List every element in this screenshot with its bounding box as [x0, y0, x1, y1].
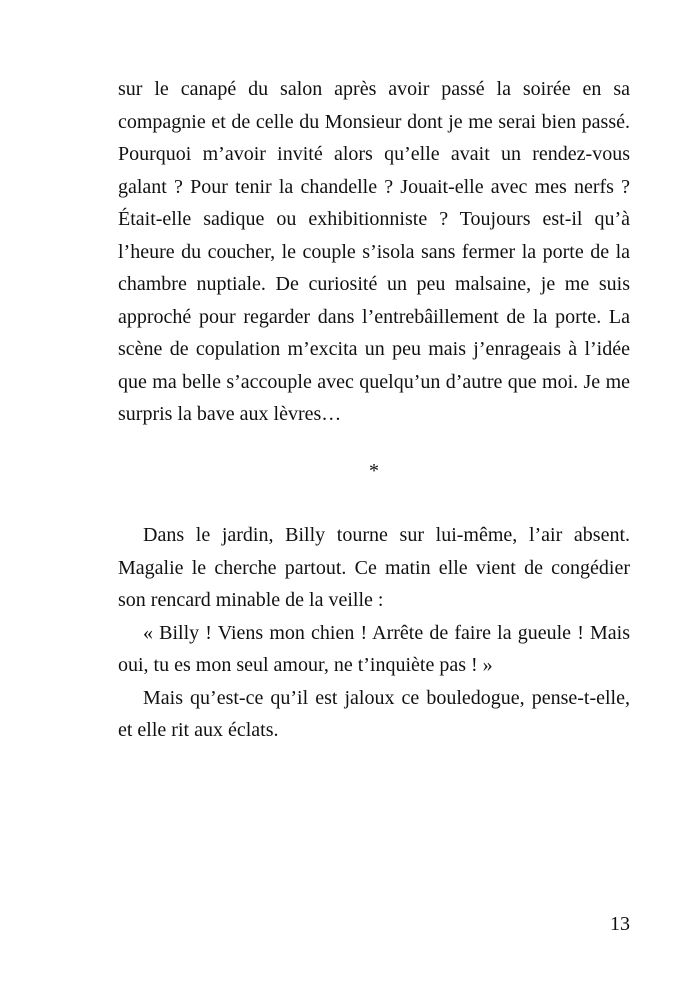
paragraph-garden: Dans le jardin, Billy tourne sur lui-même, l’air absent. Magalie le cherche partout. Ce matin elle vient de congédier son rencard minable de la veille : [118, 524, 630, 611]
paragraph-dialogue: « Billy ! Viens mon chien ! Arrête de faire la gueule ! Mais oui, tu es mon seul amour, ne t’inquiète pas ! » [118, 621, 630, 676]
page-body [118, 73, 630, 747]
page-number: 13 [610, 913, 630, 935]
paragraph-closing: Mais qu’est-ce qu’il est jaloux ce bouledogue, pense-t-elle, et elle rit aux éclats. [118, 686, 630, 741]
paragraph-continued: sur le canapé du salon après avoir passé la soirée en sa compagnie et de celle du Monsieur dont je me serai bien passé. Pourquoi m’avoir invité alors qu’elle avait un rendez-vous galant ? Pour tenir la chandelle ? Jouait-elle avec mes nerfs ? Était-elle sadique ou exhibitionniste ? Toujours est-il qu’à l’heure du coucher, le couple s’isola sans fermer la porte de la chambre nuptiale. De curiosité un peu malsaine, je me suis approché pour regarder dans l’entrebâillement de la porte. La scène de copulation m’excita un peu mais j’enrageais à l’idée que ma belle s’accouple avec quelqu’un d’autre que moi. Je me surpris la bave aux lèvres… [118, 78, 630, 425]
section-separator: * [369, 459, 379, 482]
